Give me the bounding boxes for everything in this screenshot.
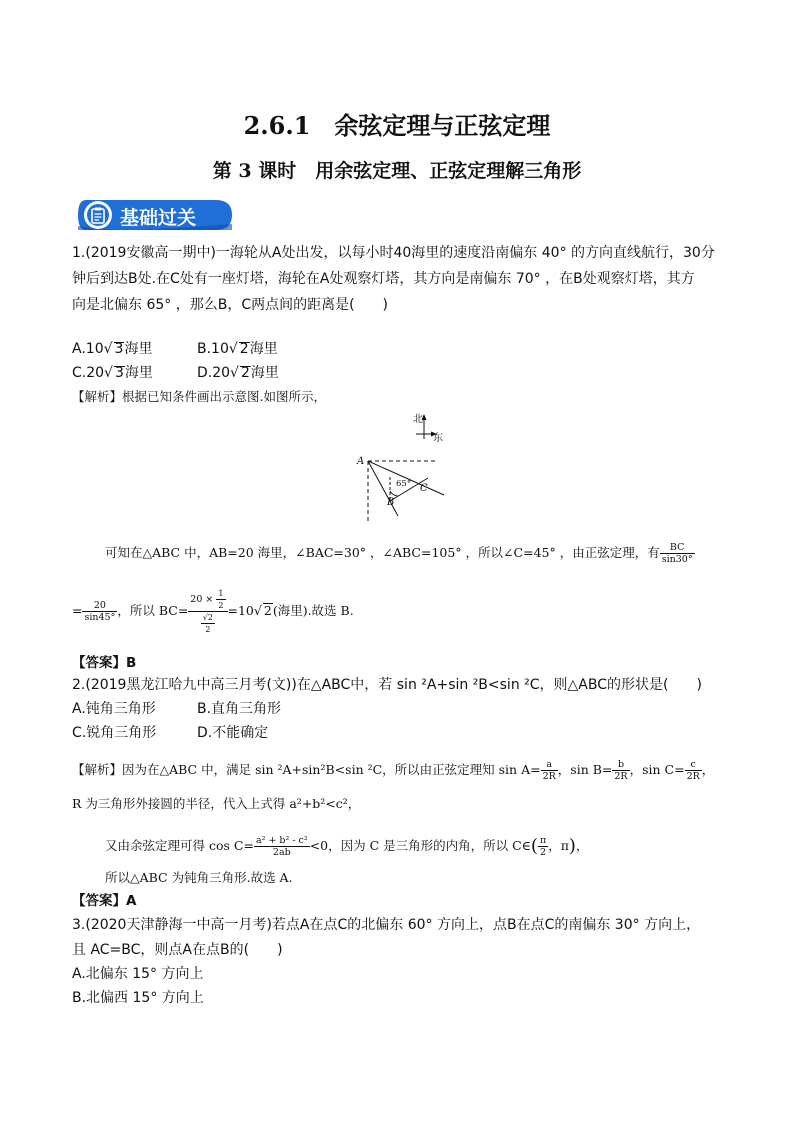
q3-line2: 且 AC=BC，则点A在点B的( ) [72, 942, 283, 958]
page-title: 2.6.1 余弦定理与正弦定理 [243, 111, 551, 140]
q1-line1: 1.(2019安徽高一期中)一海轮从A处出发，以每小时40海里的速度沿南偏东 40° 的方向直线航行，30分 [72, 245, 715, 261]
q1-solution-line2: 可知在△ABC 中，AB=20 海里，∠BAC=30° ，∠ABC=105° ，所以∠C=45° ，由正弦定理，有 $\frac{BC}{\sin 30^\circ}$ [105, 542, 693, 565]
fig-point-a: A [357, 456, 365, 467]
section-label: 基础过关 [120, 207, 197, 229]
q1-option-c: C.20√ 3海里 [72, 365, 153, 381]
fig-angle-label: 65° [396, 479, 412, 489]
q1-solution-line1: 【解析】根据已知条件画出示意图.如图所示， [72, 389, 326, 404]
clipboard-icon [91, 207, 105, 228]
q1-option-a: A.10√ 3海里 [72, 341, 153, 357]
q2-option-b: B.直角三角形 [197, 701, 282, 717]
fig-point-c: C [420, 483, 428, 494]
q2-answer: 【答案】A [72, 893, 137, 909]
q1-answer: 【答案】B [72, 655, 137, 671]
q1-line3: 向是北偏东 65° ，那么B，C两点间的距离是( ) [72, 297, 389, 313]
q2-solution-line3: 又由余弦定理可得 cos C= $\frac{\text{a² + b² - c²}}{2ab}$ <0，因为 C 是三角形的内角，所以 C∈( $\frac{\pi}{2}$ ，π)， [105, 835, 589, 858]
q1-line2: 钟后到达B处.在C处有一座灯塔，海轮在A处观察灯塔，其方向是南偏东 70° ，在B处观察灯塔，其方 [72, 271, 695, 287]
fig-north-label: 北 [413, 414, 423, 425]
q3-option-b: B.北偏西 15° 方向上 [72, 990, 204, 1006]
q2-option-a: A.钝角三角形 [72, 701, 156, 717]
q2-solution-line1: 【解析】因为在△ABC 中，满足 sin ²A+sin²B<sin ²C，所以由正弦定理知 sin A= $\frac{a}{2R}$ ，sin B= $\frac{b}{2R}$ ，sin C= $\frac{c}{2R}$ ， [72, 759, 715, 782]
fig-point-b: B [387, 497, 395, 508]
q3-option-a: A.北偏东 15° 方向上 [72, 966, 204, 982]
q2-solution-line2: R 为三角形外接圆的半径，代入上式得 a²+b²<c²， [72, 796, 361, 811]
q1-option-b: B.10√ 2海里 [197, 341, 278, 357]
q1-solution-line3: = $\frac{20}{\sin 45^\circ}$ ，所以 BC= 20 × $\frac{1}{2}$ $\frac{√2}{2}$ =10√ 2(海里).故选 B. [72, 589, 354, 634]
q2-line1: 2.(2019黑龙江哈九中高三月考(文))在△ABC中，若 sin ²A+sin ²B<sin ²C，则△ABC的形状是( ) [72, 677, 702, 693]
q2-option-c: C.锐角三角形 [72, 725, 157, 741]
q2-solution-line4: 所以△ABC 为钝角三角形.故选 A. [105, 870, 293, 885]
fig-east-label: 东 [433, 433, 443, 444]
q2-option-d: D.不能确定 [197, 725, 269, 741]
page-subtitle: 第 3 课时 用余弦定理、正弦定理解三角形 [212, 160, 582, 182]
section-banner [76, 196, 234, 234]
q3-line1: 3.(2020天津静海一中高一月考)若点A在点C的北偏东 60° 方向上，点B在点C的南偏东 30° 方向上， [72, 917, 701, 933]
q1-option-d: D.20√ 2海里 [197, 365, 279, 381]
